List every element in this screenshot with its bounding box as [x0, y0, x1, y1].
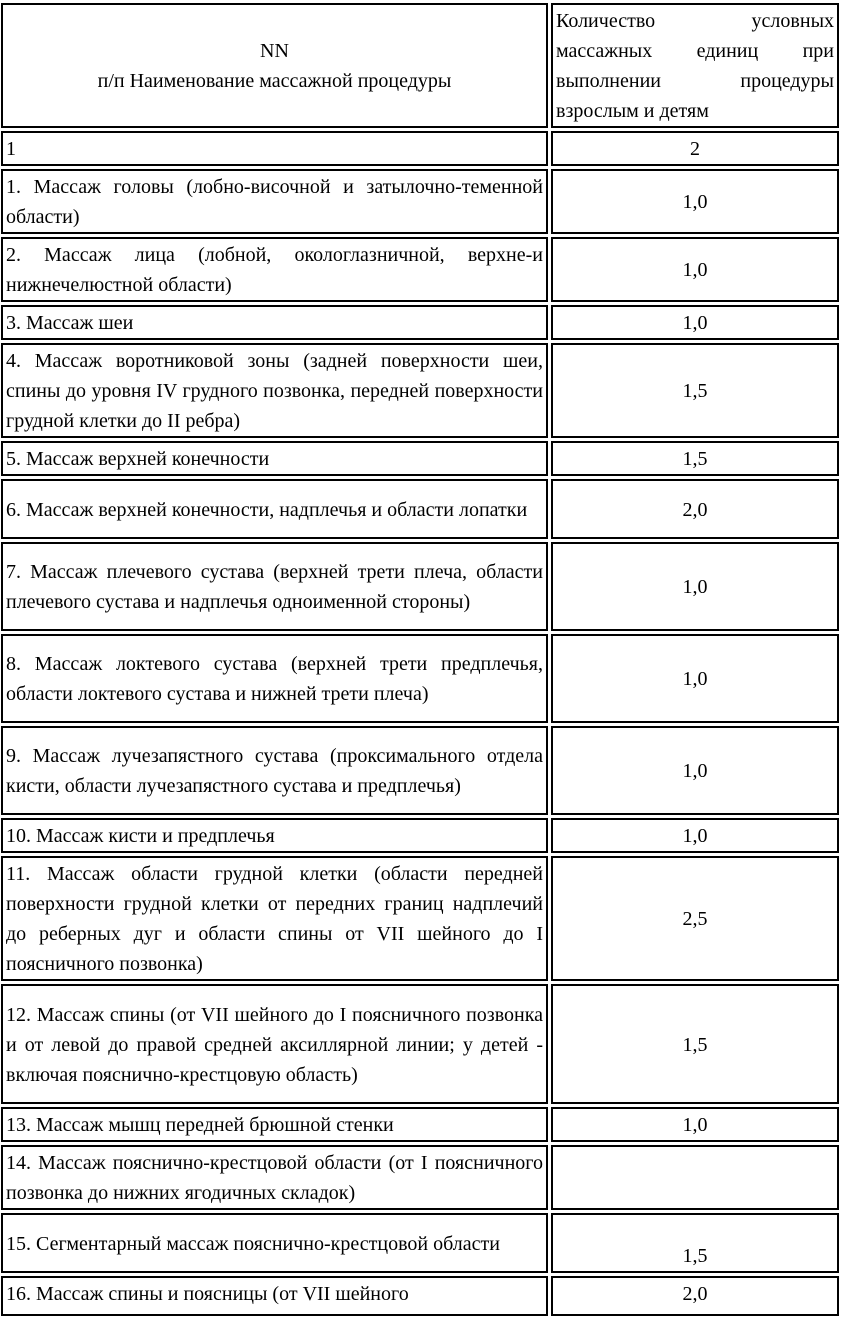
table-row: [1, 237, 839, 302]
procedure-units: 1,0: [551, 1107, 839, 1142]
procedure-name: 16. Массаж спины и поясницы (от VII шейного: [1, 1276, 548, 1316]
table-row: [1, 1145, 839, 1210]
procedure-units: 1,0: [551, 169, 839, 234]
procedure-name: 7. Массаж плечевого сустава (верхней трети плеча, области плечевого сустава и надплечья одноименной стороны): [1, 542, 548, 631]
procedure-units: 1,0: [551, 542, 839, 631]
procedure-name: 13. Массаж мышц передней брюшной стенки: [1, 1107, 548, 1142]
table-row: [1, 984, 839, 1104]
procedure-name: 4. Массаж воротниковой зоны (задней поверхности шеи, спины до уровня IV грудного позвонка, передней поверхности грудной клетки до II ребра): [1, 343, 548, 438]
header-procedure-name: [1, 3, 548, 128]
procedure-name: 12. Массаж спины (от VII шейного до I поясничного позвонка и от левой до правой средней аксиллярной линии; у детей - включая пояснично-крестцовую область): [1, 984, 548, 1104]
procedure-units: 1,5: [551, 343, 839, 438]
header-name-label: п/п Наименование массажной процедуры: [97, 70, 452, 92]
table-row: [1, 441, 839, 476]
procedure-units: 1,0: [551, 726, 839, 815]
table-row: [1, 169, 839, 234]
table-row: [1, 1276, 839, 1316]
procedure-name: 3. Массаж шеи: [1, 305, 548, 340]
procedure-name: 1. Массаж головы (лобно-височной и затылочно-теменной области): [1, 169, 548, 234]
procedure-name: 11. Массаж области грудной клетки (области передней поверхности грудной клетки от передних границ надплечий до реберных дуг и области спины от VII шейного до I поясничного позвонка): [1, 856, 548, 981]
procedure-units: 1,0: [551, 818, 839, 853]
procedure-name: 8. Массаж локтевого сустава (верхней трети предплечья, области локтевого сустава и нижней трети плеча): [1, 634, 548, 723]
procedure-name: 9. Массаж лучезапястного сустава (проксимального отдела кисти, области лучезапястного сустава и предплечья): [1, 726, 548, 815]
procedure-units: 1,0: [551, 305, 839, 340]
header-nn-label: NN: [260, 40, 289, 62]
column-numbering-row: [1, 131, 839, 166]
table-row: [1, 479, 839, 539]
procedure-units: 2,0: [551, 1276, 839, 1316]
table-header-row: [1, 3, 839, 128]
table-row: [1, 305, 839, 340]
procedure-units: 1,0: [551, 237, 839, 302]
procedure-units: 1,5: [551, 1213, 839, 1273]
procedure-units: 2,0: [551, 479, 839, 539]
procedure-units: 1,5: [551, 441, 839, 476]
column-number-1: 1: [1, 131, 548, 166]
procedure-name: 6. Массаж верхней конечности, надплечья и области лопатки: [1, 479, 548, 539]
column-number-2: 2: [551, 131, 839, 166]
procedure-name: 14. Массаж пояснично-крестцовой области (от I поясничного позвонка до нижних ягодичных складок): [1, 1145, 548, 1210]
table-row: [1, 343, 839, 438]
procedure-name: 5. Массаж верхней конечности: [1, 441, 548, 476]
procedure-name: 15. Сегментарный массаж пояснично-крестцовой области: [1, 1213, 548, 1273]
table-row: [1, 542, 839, 631]
table-row: [1, 856, 839, 981]
table-row: [1, 726, 839, 815]
procedure-units: 1,5: [551, 984, 839, 1104]
procedure-units: 2,5: [551, 856, 839, 981]
procedure-units: 1,0: [551, 634, 839, 723]
table-row: [1, 818, 839, 853]
procedure-units: [551, 1145, 839, 1210]
procedure-name: 2. Массаж лица (лобной, окологлазничной, верхне-и нижнечелюстной области): [1, 237, 548, 302]
table-row: [1, 634, 839, 723]
procedure-name: 10. Массаж кисти и предплечья: [1, 818, 548, 853]
table-row: [1, 1107, 839, 1142]
header-units: Количество условных массажных единиц при выполнении процедуры взрослым и детям: [551, 3, 839, 128]
table-row: [1, 1213, 839, 1273]
